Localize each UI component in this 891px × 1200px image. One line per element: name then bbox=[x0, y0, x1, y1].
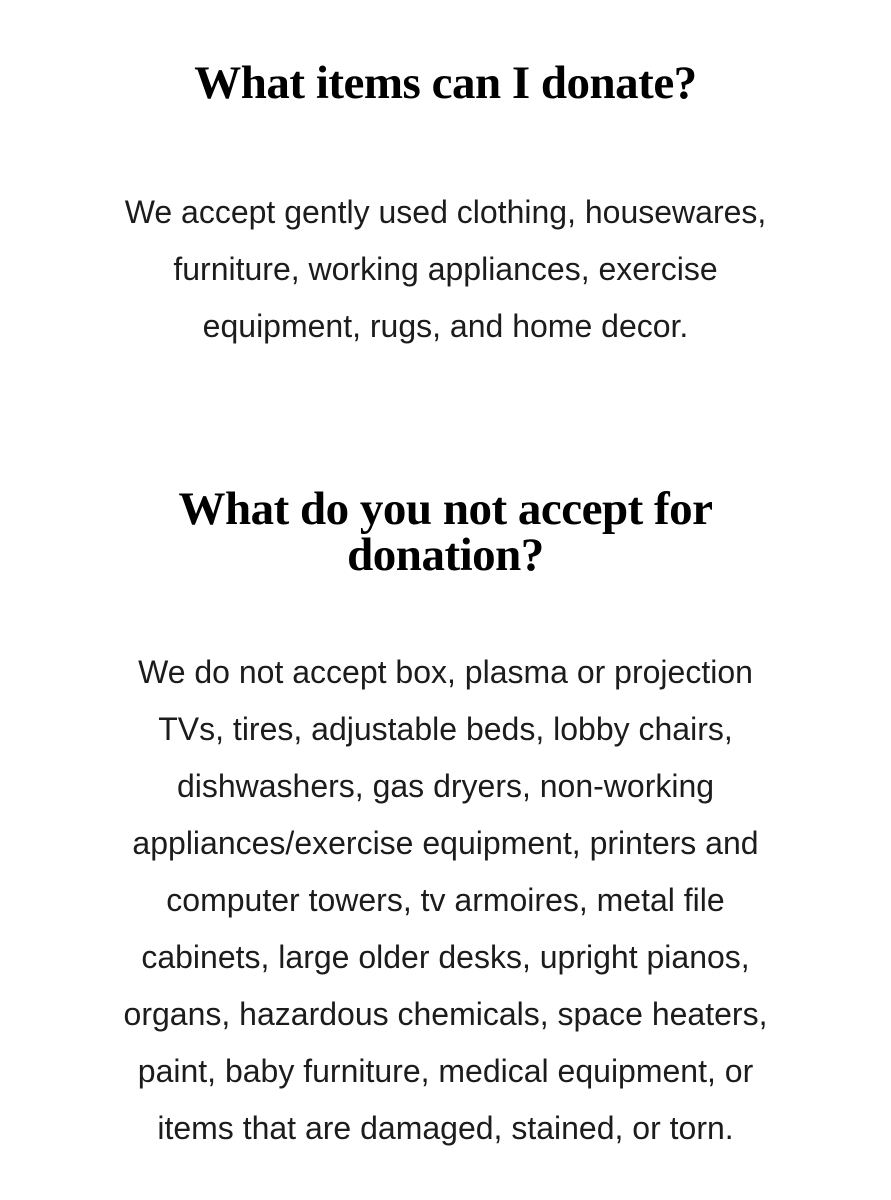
body-line: paint, baby furniture, medical equipment, or bbox=[137, 1053, 754, 1089]
body-line: We do not accept box, plasma or projection bbox=[138, 654, 753, 690]
body-line: We accept gently used clothing, housewares, bbox=[124, 194, 767, 230]
section-body bbox=[81, 184, 811, 355]
body-line: items that are damaged, stained, or torn. bbox=[157, 1110, 734, 1146]
faq-section-donate-items bbox=[0, 57, 891, 355]
section-heading: What items can I donate? bbox=[194, 57, 697, 109]
body-line: furniture, working appliances, exercise bbox=[173, 251, 718, 287]
section-body bbox=[76, 644, 816, 1157]
heading-line: donation? bbox=[347, 529, 544, 581]
section-heading bbox=[96, 483, 796, 581]
body-line: appliances/exercise equipment, printers and bbox=[132, 825, 759, 861]
body-line: TVs, tires, adjustable beds, lobby chairs, bbox=[158, 711, 733, 747]
body-line: computer towers, tv armoires, metal file bbox=[166, 882, 725, 918]
body-line: equipment, rugs, and home decor. bbox=[202, 308, 689, 344]
faq-section-not-accepted bbox=[0, 483, 891, 1157]
body-line: organs, hazardous chemicals, space heaters, bbox=[123, 996, 768, 1032]
body-line: cabinets, large older desks, upright pianos, bbox=[141, 939, 750, 975]
body-line: dishwashers, gas dryers, non-working bbox=[176, 768, 715, 804]
heading-line: What do you not accept for bbox=[178, 483, 713, 535]
